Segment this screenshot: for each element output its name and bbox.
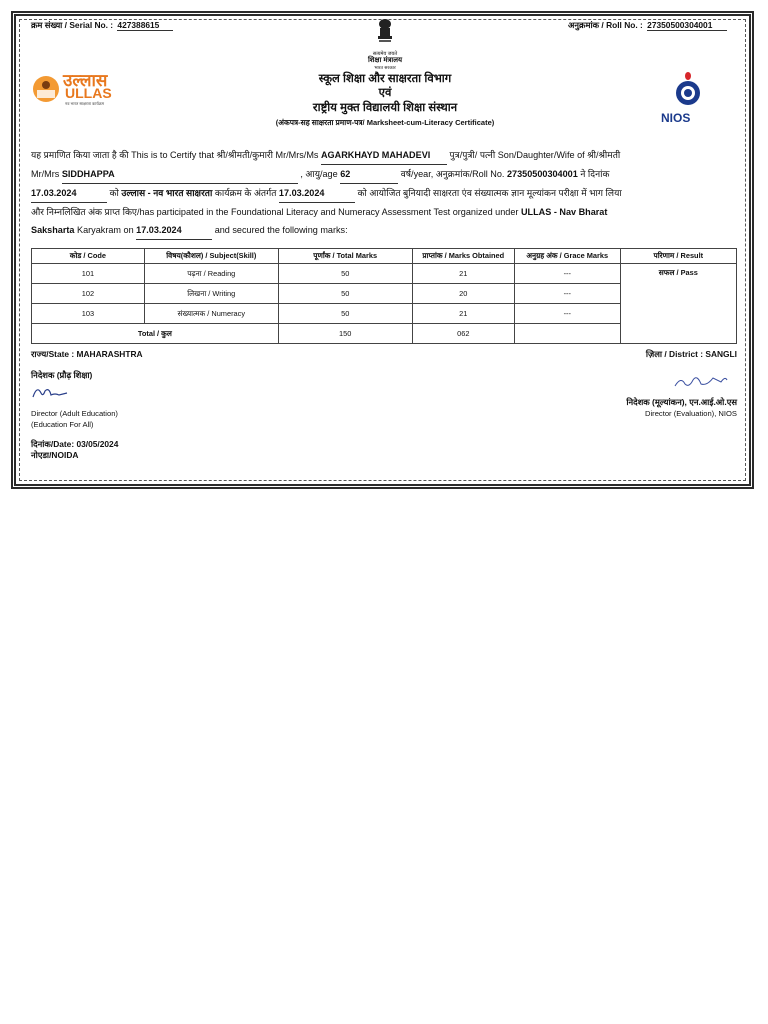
- signature-right-icon: [671, 370, 731, 392]
- exam-date-1: 17.03.2024: [31, 184, 107, 203]
- body-line-5: Saksharta Karyakram on 17.03.2024 and secured the following marks:: [31, 221, 737, 240]
- column-header-grace: अनुग्रह अंक / Grace Marks: [514, 249, 620, 264]
- issue-place: नोएडा/NOIDA: [31, 450, 79, 460]
- header-subtitle: (अंकपत्र-सह साक्षरता प्रमाण-पत्र/ Marksheet-cum-Literacy Certificate): [275, 118, 495, 127]
- program-name-english: ULLAS - Nav Bharat: [520, 207, 608, 217]
- total-label: Total / कुल: [32, 324, 279, 344]
- national-emblem: [355, 18, 415, 70]
- ullas-logo: [31, 72, 131, 112]
- program-name: उल्लास - नव भारत साक्षरता: [121, 188, 213, 198]
- emblem-icon: [375, 18, 395, 46]
- total-marks: 150: [278, 324, 412, 344]
- header-dept: स्कूल शिक्षा और साक्षरता विभाग: [318, 73, 452, 85]
- adult-education-director-en: Director (Adult Education): [31, 409, 118, 418]
- ullas-hindi-text: उल्लास: [63, 71, 108, 90]
- table-row: 102 लिखना / Writing 50 20 ---: [32, 284, 737, 304]
- total-obtained: 062: [412, 324, 514, 344]
- table-row: 103 संख्यात्मक / Numeracy 50 21 ---: [32, 304, 737, 324]
- govt-name: भारत सरकार: [374, 65, 396, 70]
- table-header-row: [32, 249, 737, 264]
- header-institute: राष्ट्रीय मुक्त विद्यालयी शिक्षा संस्थान: [312, 102, 458, 114]
- column-header-total: पूर्णांक / Total Marks: [278, 249, 412, 264]
- body-line-2: Mr/Mrs SIDDHAPPA , आयु/age 62 वर्ष/year, अनुक्रमांक/Roll No. 27350500304001 ने दिनांक: [31, 165, 737, 184]
- header-and: एवं: [378, 87, 392, 99]
- body-roll-number: 27350500304001: [506, 169, 578, 179]
- body-line-4: और निम्नलिखित अंक प्राप्त किए/has participated in the Foundational Literacy and Numeracy Assessment Test organized under ULLAS - Nav Bharat: [31, 207, 608, 217]
- candidate-name: AGARKHAYD MAHADEVI: [321, 146, 447, 165]
- column-header-result: परिणाम / Result: [620, 249, 736, 264]
- state-label: राज्य/State : MAHARASHTRA: [31, 349, 143, 359]
- ullas-english-text: ULLAS: [65, 85, 112, 101]
- column-header-obtained: प्राप्तांक / Marks Obtained: [412, 249, 514, 264]
- education-for-all: (Education For All): [31, 420, 94, 429]
- ministry-name: शिक्षा मंत्रालय: [367, 57, 403, 64]
- body-line-1: यह प्रमाणित किया जाता है की This is to Certify that श्री/श्रीमती/कुमारी Mr/Mrs/Ms AGARKHAYD MAHADEVI पुत्र/पुत्री/ पत्नी Son/Daughter/Wife of श्री/श्रीमती: [31, 146, 737, 165]
- emblem-motto: सत्यमेव जयते: [372, 51, 398, 57]
- evaluation-director-en: Director (Evaluation), NIOS: [645, 409, 737, 418]
- nios-emblem-icon: [673, 72, 703, 108]
- certificate-body: [31, 146, 737, 240]
- serial-value: 427388615: [117, 20, 173, 31]
- exam-date-2: 17.03.2024: [279, 184, 355, 203]
- nios-logo: [660, 72, 716, 128]
- father-name: SIDDHAPPA: [62, 165, 298, 184]
- column-header-code: कोड / Code: [32, 249, 145, 264]
- table-row: 101 पढ़ना / Reading 50 21 --- सफल / Pass: [32, 264, 737, 284]
- ullas-tagline: नव भारत साक्षरता कार्यक्रम: [65, 101, 104, 106]
- marks-table: [31, 248, 737, 344]
- nios-text: NIOS: [661, 111, 691, 125]
- certificate-header: [200, 72, 570, 130]
- right-signature-block: [557, 370, 737, 419]
- exam-date-3: 17.03.2024: [136, 221, 212, 240]
- evaluation-director-title: निदेशक (मूल्यांकन), एन.आई.ओ.एस: [626, 397, 737, 407]
- column-header-subject: विषय(कौशल) / Subject(Skill): [144, 249, 278, 264]
- issue-date: दिनांक/Date: 03/05/2024: [31, 439, 119, 449]
- body-line-3: 17.03.2024 को उल्लास - नव भारत साक्षरता कार्यक्रम के अंतर्गत 17.03.2024 को आयोजित बुनियादी साक्षरता एंव संख्यात्मक ज्ञान मूल्यांकन परीक्षा में भाग लिया: [31, 184, 737, 203]
- signature-left-icon: [31, 383, 71, 403]
- serial-number: [31, 20, 173, 31]
- roll-label: अनुक्रमांक / Roll No. :: [568, 20, 643, 30]
- left-signature-block: [31, 370, 201, 461]
- result-cell: सफल / Pass: [620, 264, 736, 344]
- district-label: ज़िला / District : SANGLI: [645, 349, 737, 359]
- ullas-emblem-icon: [31, 74, 61, 104]
- candidate-age: 62: [340, 165, 398, 184]
- adult-education-director-title: निदेशक (प्रौढ़ शिक्षा): [31, 370, 93, 380]
- roll-value: 27350500304001: [647, 20, 727, 31]
- roll-number: [568, 20, 727, 31]
- serial-label: क्रम संख्या / Serial No. :: [31, 20, 114, 30]
